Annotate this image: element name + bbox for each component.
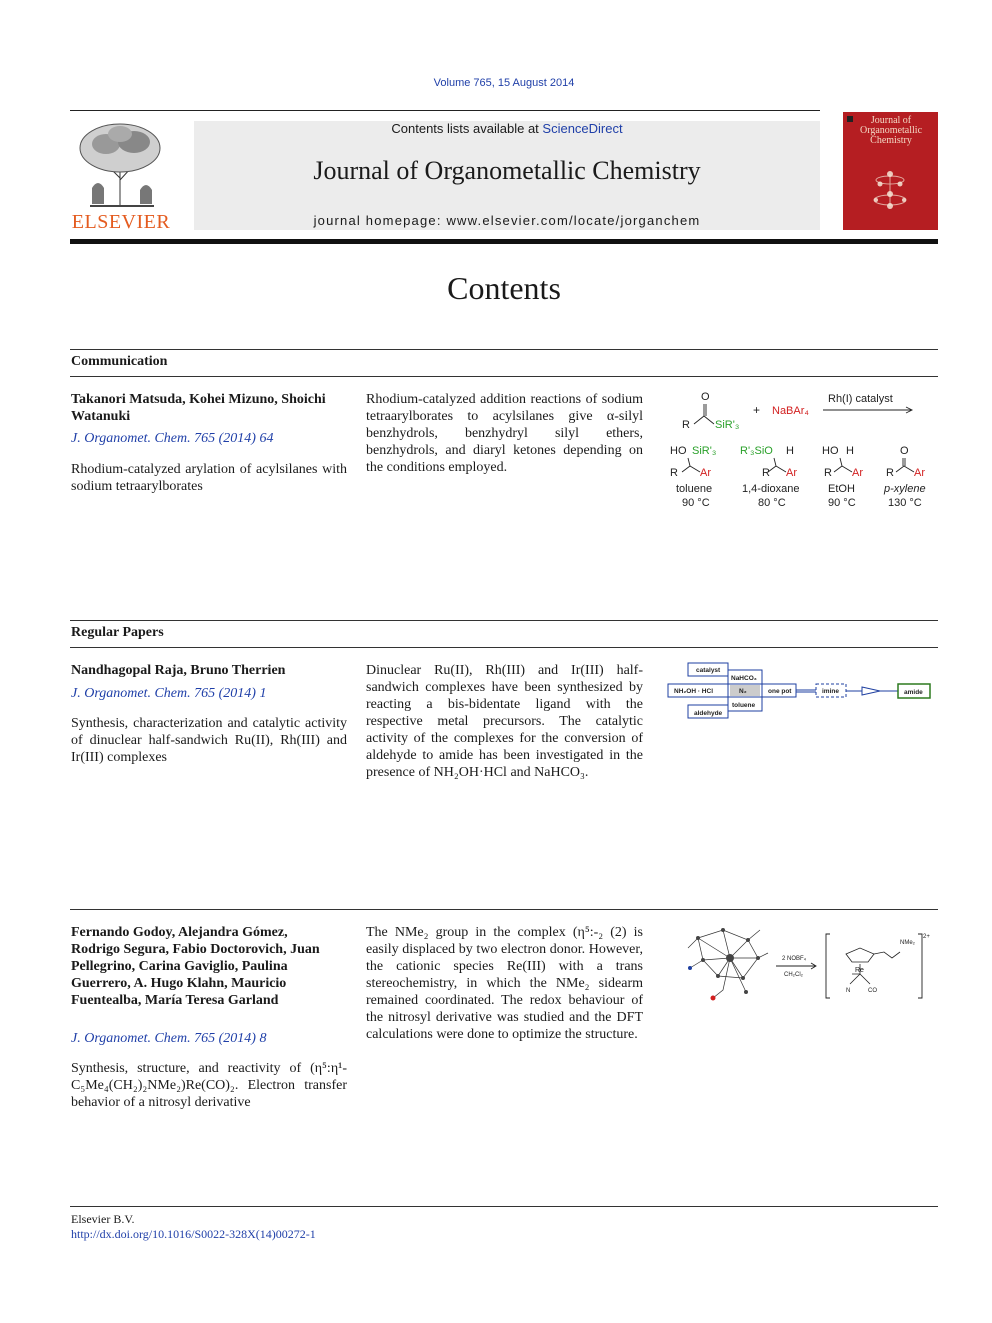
journal-homepage[interactable]: journal homepage: www.elsevier.com/locate/jorganchem — [313, 213, 701, 228]
p2-temp: 80 °C — [758, 497, 786, 509]
volume-line: Volume 765, 15 August 2014 — [433, 77, 575, 89]
scheme-nahco3: NaHCO₃ — [731, 675, 757, 682]
entry-citation[interactable]: J. Organomet. Chem. 765 (2014) 1 — [71, 686, 267, 701]
p2-ar: Ar — [786, 467, 797, 479]
section-rule-top — [70, 620, 938, 621]
section-rule-bottom — [70, 647, 938, 648]
p3-r: R — [824, 467, 832, 479]
entry-abstract: The NMe₂ group in the complex (η⁵:-₂ (2) is easily displaced by two electron donor. However, the cationic species Re(III) with a trans stereochemistry, in which the NMe₂ sidearm remained coordinated. The redox behaviour of the nitrosyl derivative was studied and the DFT calculations were done to optimize the structure. — [366, 925, 643, 1042]
p3-ar: Ar — [852, 467, 863, 479]
scheme-nh2oh: NH₂OH · HCl — [674, 688, 713, 695]
section-title-communication: Communication — [71, 354, 168, 369]
section-rule-top — [70, 349, 938, 350]
scheme-co: CO — [868, 988, 877, 994]
substrate-r: R — [682, 419, 690, 431]
scheme-catalyst: catalyst — [696, 667, 721, 674]
substrate-silyl: SiR'₃ — [715, 419, 740, 431]
page-title: Contents — [447, 270, 561, 306]
section-title-regular-papers: Regular Papers — [71, 625, 164, 640]
p2-r: R — [762, 467, 770, 479]
scheme-imine: imine — [822, 688, 839, 695]
p2-solvent: 1,4-dioxane — [742, 483, 800, 495]
plus-sign: + — [753, 403, 761, 417]
cover-title: Journal of Organometallic Chemistry — [859, 115, 923, 146]
p1-top-left: HO — [670, 445, 687, 457]
masthead-rule — [70, 239, 938, 244]
graphical-abstract-rh-arylation — [660, 386, 940, 516]
entry-title[interactable]: Rhodium-catalyzed arylation of acylsilanes with sodium tetraarylborates — [71, 462, 347, 494]
header-rule — [70, 110, 820, 111]
footer-rule — [70, 1206, 938, 1207]
entry-title[interactable]: Synthesis, characterization and catalytic activity of dinuclear half-sandwich Ru(II), Rh(III) and Ir(III) complexes — [71, 716, 347, 765]
p1-r: R — [670, 467, 678, 479]
scheme-n: N — [846, 988, 851, 994]
scheme-toluene: toluene — [732, 702, 756, 709]
entry-citation[interactable]: J. Organomet. Chem. 765 (2014) 8 — [71, 1031, 267, 1046]
catalyst-label: Rh(I) catalyst — [828, 393, 893, 405]
entry-authors: Nandhagopal Raja, Bruno Therrien — [71, 663, 286, 678]
footer-doi-link[interactable]: http://dx.doi.org/10.1016/S0022-328X(14)00272-1 — [71, 1227, 316, 1241]
footer-publisher: Elsevier B.V. — [71, 1212, 135, 1226]
entry-abstract: Dinuclear Ru(II), Rh(III) and Ir(III) half-sandwich complexes have been synthesized by reacting a bis-bidentate ligand with the respective metal precursors. The catalytic activity of the complexes for the conversion of aldehyde to amide has been investigated in the presence of NH₂OH·HCl and NaHCO₃. — [366, 663, 643, 780]
scheme-nme2: NMe₂ — [900, 940, 915, 946]
p4-temp: 130 °C — [888, 497, 922, 509]
entry-title[interactable]: Synthesis, structure, and reactivity of (η⁵:η¹-C₅Me₄(CH₂)₂NMe₂)Re(CO)₂. Electron transfer behavior of a nitrosyl derivative — [71, 1061, 347, 1110]
entry-authors: Fernando Godoy, Alejandra Gómez, Rodrigo Segura, Fabio Doctorovich, Juan Pellegrino, Carina Gaviglio, Paulina Guerrero, A. Hugo Klahn, Mauricio Fuentealba, María Teresa Garland — [71, 925, 320, 1008]
journal-title[interactable]: Journal of Organometallic Chemistry — [313, 156, 701, 185]
p4-solvent: p-xylene — [884, 483, 926, 495]
availability-prefix: Contents lists available at — [391, 121, 543, 136]
availability-line — [194, 121, 820, 136]
entry-separator — [70, 909, 938, 910]
p1-top-right: SiR'₃ — [692, 445, 717, 457]
scheme-ch2cl2: CH₂Cl₂ — [784, 972, 803, 978]
p1-solvent: toluene — [676, 483, 713, 495]
p4-ar: Ar — [914, 467, 925, 479]
sciencedirect-link[interactable]: ScienceDirect — [542, 121, 623, 136]
graphical-abstract-amide-synthesis — [666, 660, 938, 722]
p2-top-right: H — [786, 445, 794, 457]
entry-authors: Takanori Matsuda, Kohei Mizuno, Shoichi Watanuki — [71, 392, 326, 424]
reagent-nabar4: NaBAr₄ — [772, 405, 809, 417]
elsevier-wordmark[interactable]: ELSEVIER — [71, 211, 171, 233]
section-rule-bottom — [70, 376, 938, 377]
scheme-amide: amide — [904, 689, 923, 696]
scheme-nobf4: 2 NOBF₄ — [782, 956, 807, 962]
entry-citation[interactable]: J. Organomet. Chem. 765 (2014) 64 — [71, 431, 274, 446]
graphical-abstract-rhenium-complex — [668, 918, 938, 1008]
substrate-o: O — [701, 391, 710, 403]
p4-r: R — [886, 467, 894, 479]
p3-temp: 90 °C — [828, 497, 856, 509]
p4-o: O — [900, 445, 909, 457]
scheme-n2: N₂ — [739, 688, 747, 695]
scheme-aldehyde: aldehyde — [694, 710, 723, 717]
p3-solvent: EtOH — [828, 483, 855, 495]
scheme-charge: 2+ — [923, 934, 930, 940]
p3-top-left: HO — [822, 445, 839, 457]
scheme-re: Re — [855, 967, 864, 974]
p3-top-right: H — [846, 445, 854, 457]
scheme-one-pot: one pot — [768, 688, 792, 695]
p1-ar: Ar — [700, 467, 711, 479]
entry-abstract: Rhodium-catalyzed addition reactions of sodium tetraarylborates to acylsilanes give α-silyl benzhydrols, benzhydryl silyl ethers, benzhydrols, and diaryl ketones depending on the conditions employed. — [366, 392, 643, 475]
p1-temp: 90 °C — [682, 497, 710, 509]
p2-top-left: R'₃SiO — [740, 445, 773, 457]
